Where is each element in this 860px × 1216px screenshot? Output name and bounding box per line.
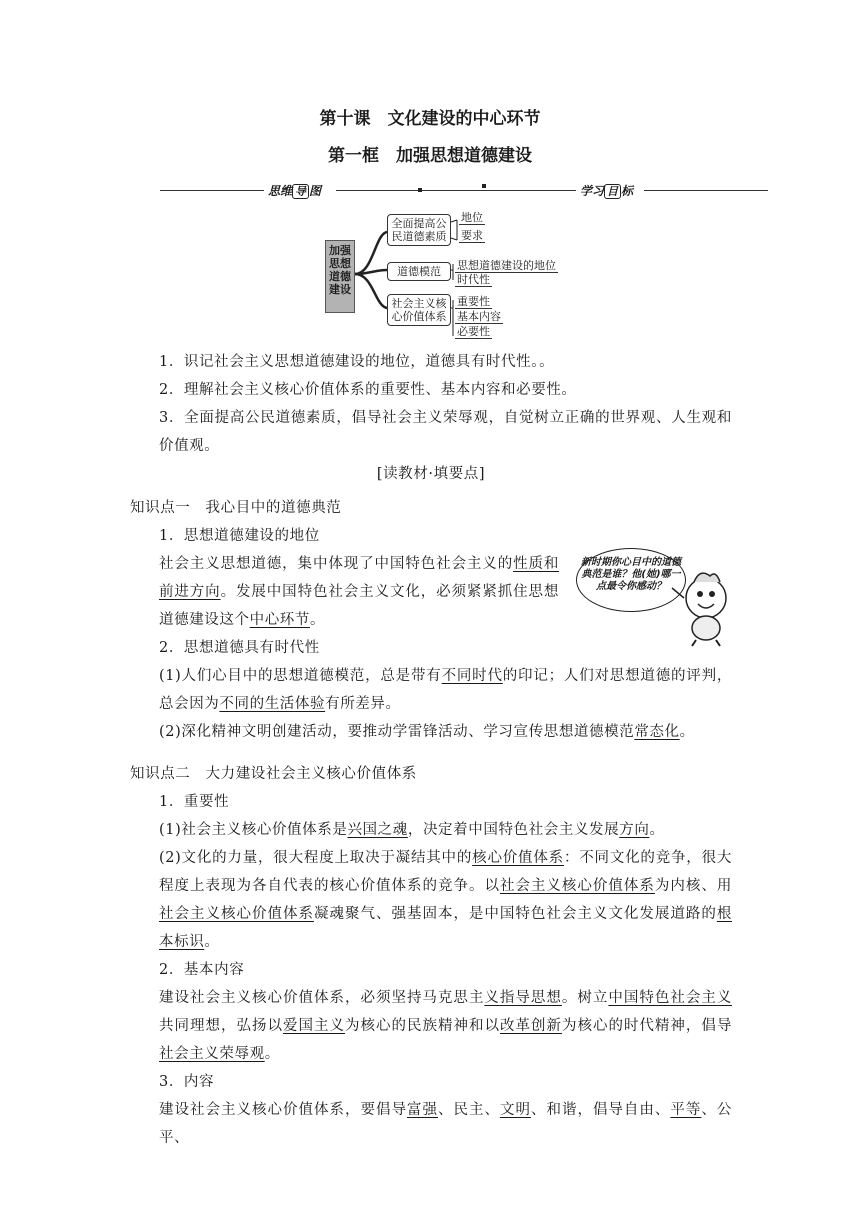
- mind-map-branch-3: 社会主义核心价值体系: [387, 294, 451, 326]
- goals-label-box: 目: [604, 184, 621, 199]
- banner-line-left: [160, 190, 264, 191]
- mind-map-leaf: 基本内容: [457, 310, 501, 323]
- section-title: 第一框 加强思想道德建设: [328, 146, 532, 166]
- kp2-s3-title: 3．内容: [159, 1074, 215, 1090]
- knowledge-point-2: [130, 760, 732, 1152]
- kp1-s2-title: 2．思想道德具有时代性: [159, 640, 320, 656]
- cartoon-character-icon: [576, 548, 736, 648]
- kp2-s2-title: 2．基本内容: [159, 962, 245, 978]
- mind-map-branch-2: 道德模范: [387, 262, 451, 281]
- kp1-title: 知识点一 我心目中的道德典范: [130, 500, 342, 516]
- mindmap-label-pre: 思维: [268, 184, 293, 198]
- kp2-s2-paragraph: 建设社会主义核心价值体系，必须坚持马克思主义指导思想。树立中国特色社会主义共同理想，弘扬以爱国主义为核心的民族精神和以改革创新为核心的时代精神，倡导社会主义荣辱观。: [159, 990, 733, 1062]
- goals-label-pre: 学习: [580, 184, 605, 198]
- goals-banner-label: [580, 182, 633, 199]
- mind-map-leaf: 重要性: [457, 295, 490, 308]
- kp2-s3-paragraph: 建设社会主义核心价值体系，要倡导富强、民主、文明、和谐，倡导自由、平等、公平、: [159, 1102, 733, 1146]
- goal-item: 2．理解社会主义核心价值体系的重要性、基本内容和必要性。: [159, 382, 577, 398]
- banner-dot: [418, 188, 422, 192]
- mind-map-leaf: 时代性: [457, 273, 490, 286]
- section-banner: [160, 180, 768, 202]
- learning-goals: [130, 348, 732, 488]
- goals-label-post: 标: [621, 184, 634, 198]
- cartoon-illustration: [576, 548, 736, 648]
- mind-map-leaf: 地位: [461, 211, 483, 224]
- kp1-s2-p1: (1)人们心目中的思想道德模范，总是带有不同时代的印记；人们对思想道德的评判，总会因为不同的生活体验有所差异。: [159, 668, 732, 712]
- banner-line-right: [644, 190, 768, 191]
- reading-header: [读教材·填要点]: [376, 466, 486, 482]
- mind-map-root: 加强思想道德建设: [325, 240, 355, 313]
- kp1-s2-p2: (2)深化精神文明创建活动，要推动学雷锋活动、学习宣传思想道德模范常态化。: [159, 724, 695, 740]
- kp2-s1-p1: (1)社会主义核心价值体系是兴国之魂，决定着中国特色社会主义发展方向。: [159, 822, 665, 838]
- mind-map: [325, 208, 575, 346]
- mindmap-label-box: 导: [292, 184, 309, 199]
- banner-line-middle: [336, 190, 576, 191]
- mind-map-branch-1: 全面提高公民道德素质: [387, 214, 451, 246]
- goal-item: 1．识记社会主义思想道德建设的地位，道德具有时代性。。: [159, 354, 555, 370]
- mind-map-leaf: 要求: [461, 229, 483, 242]
- kp2-title: 知识点二 大力建设社会主义核心价值体系: [130, 766, 417, 782]
- mind-map-leaf: 思想道德建设的地位: [457, 259, 556, 272]
- mind-map-leaf: 必要性: [457, 325, 490, 338]
- kp1-s1-paragraph: 社会主义思想道德，集中体现了中国特色社会主义的性质和前进方向。发展中国特色社会主义文化，必须紧紧抓住思想道德建设这个中心环节。: [159, 556, 559, 628]
- mindmap-banner-label: [268, 182, 321, 199]
- kp1-s1-title: 1．思想道德建设的地位: [159, 528, 320, 544]
- speech-bubble: 新时期你心目中的道德典范是谁？他(她)哪一点最令你感动？: [576, 548, 686, 612]
- banner-dot: [482, 184, 486, 188]
- goal-item: 3．全面提高公民道德素质，倡导社会主义荣辱观，自觉树立正确的世界观、人生观和价值观。: [159, 410, 732, 454]
- mindmap-label-post: 图: [309, 184, 322, 198]
- lesson-title: 第十课 文化建设的中心环节: [319, 109, 541, 129]
- kp2-s1-p2: (2)文化的力量，很大程度上取决于凝结其中的核心价值体系：不同文化的竞争，很大程度上表现为各自代表的核心价值体系的竞争。以社会主义核心价值体系为内核、用社会主义核心价值体系凝魂聚气、强基固本，是中国特色社会主义文化发展道路的根本标识。: [159, 850, 733, 950]
- kp2-s1-title: 1．重要性: [159, 794, 230, 810]
